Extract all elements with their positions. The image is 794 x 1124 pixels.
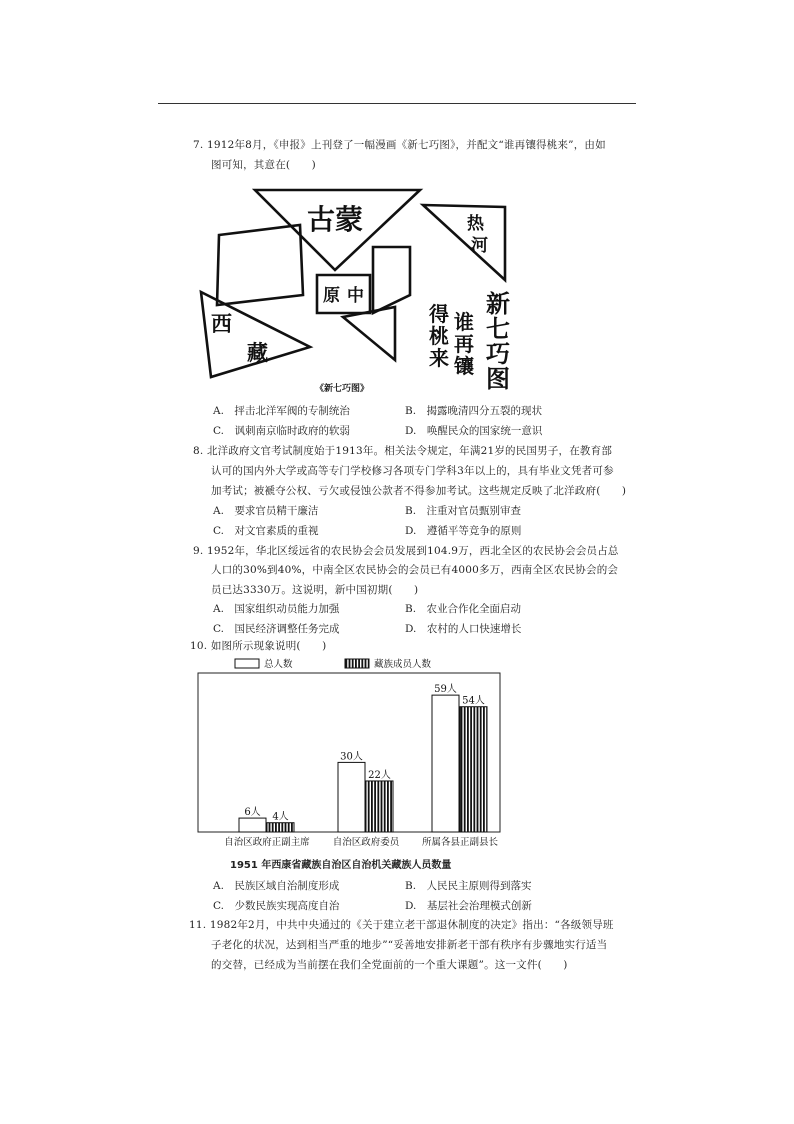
label-zang: 藏 (247, 340, 268, 365)
x-tick-label-3: 所属各县正副县长 (421, 837, 499, 848)
verse-col2-char-2: 桃 (429, 324, 449, 348)
q11-stem-line2: 子老化的状况，达到相当严重的地步”“妥善地安排新老干部有秩序有步骤地实行适当 (211, 939, 608, 951)
q8-option-a[interactable]: A. 要求官员精干廉洁 (213, 505, 319, 517)
q9-stem-line1: 9. 1952年，华北区绥远省的农民协会会员发展到104.9万，西北全区的农民协会会员占总 (193, 545, 619, 557)
q7-option-a[interactable]: A. 抨击北洋军阀的专制统治 (213, 405, 350, 417)
label-xi: 西 (211, 311, 232, 336)
q8-stem-line2: 认可的国内外大学或高等专门学校修习各项专门学科3年以上的，具有毕业文凭者可参 (211, 465, 614, 477)
q9-option-a[interactable]: A. 国家组织动员能力加强 (213, 603, 340, 615)
header-rule (158, 103, 636, 104)
label-rehe-1: 热 (467, 214, 484, 234)
q10-option-d[interactable]: D. 基层社会治理模式创新 (405, 900, 532, 912)
bar-label-total-1: 6人 (244, 807, 261, 819)
chart-legend (235, 658, 432, 670)
bar-label-tibetan-2: 22人 (368, 769, 391, 781)
bar-label-tibetan-1: 4人 (272, 811, 289, 823)
q8-option-b[interactable]: B. 注重对官员甄别审查 (405, 505, 522, 517)
tangram-small-triangle (343, 307, 395, 360)
q9-option-c[interactable]: C. 国民经济调整任务完成 (213, 623, 340, 635)
bar-tibetan-1 (267, 823, 294, 832)
q9-stem-line3: 员已达3330万。这说明，新中国初期( ) (211, 584, 419, 596)
bar-tibetan-2 (366, 781, 393, 832)
q10-option-c[interactable]: C. 少数民族实现高度自治 (213, 900, 340, 912)
q9-stem-line2: 人口的30%到40%，中南全区农民协会的会员已有4000多万，西南全区农民协会的会 (211, 564, 619, 576)
q10-option-a[interactable]: A. 民族区域自治制度形成 (213, 880, 340, 892)
title-char-3: 巧 (486, 339, 510, 368)
bar-label-total-2: 30人 (340, 751, 363, 763)
q11-stem-line3: 的交替，已经成为当前摆在我们全党面前的一个重大课题”。这一文件( ) (211, 959, 568, 971)
q8-option-c[interactable]: C. 对文官素质的重视 (213, 525, 319, 537)
bar-tibetan-3 (460, 707, 487, 832)
q8-stem-line3: 加考试；被褫夺公权、亏欠或侵蚀公款者不得参加考试。这些规定反映了北洋政府( ) (211, 485, 627, 497)
title-char-1: 新 (486, 289, 510, 318)
bar-total-2 (338, 762, 365, 832)
q7-option-c[interactable]: C. 讽刺南京临时政府的软弱 (213, 425, 350, 437)
verse-col1-char-1: 谁 (454, 310, 474, 334)
legend-swatch-2 (345, 659, 369, 668)
q11-stem-line1: 11. 1982年2月，中共中央通过的《关于建立老干部退休制度的决定》指出：“各级领导班 (189, 919, 614, 931)
legend-swatch-1 (235, 659, 259, 668)
q7-cartoon (195, 185, 540, 400)
chart-bars (239, 682, 487, 832)
chart-x-labels (224, 836, 498, 848)
x-tick-label-1: 自治区政府正副主席 (224, 837, 310, 848)
label-yuan: 原 (323, 286, 340, 306)
verse-col1-char-2: 再 (454, 332, 474, 356)
q7-option-d[interactable]: D. 唤醒民众的国家统一意识 (405, 425, 543, 437)
legend-label-2: 藏族成员人数 (374, 659, 432, 670)
verse-col2-char-3: 来 (429, 346, 449, 370)
tangram-right-trapezoid (373, 247, 410, 313)
tangram-parallelogram-left (217, 225, 303, 305)
label-mongolia: 古蒙 (307, 203, 364, 236)
q9-option-b[interactable]: B. 农业合作化全面启动 (405, 603, 522, 615)
q8-stem-line1: 8. 北洋政府文官考试制度始于1913年。相关法令规定，年满21岁的民国男子，在教育部 (193, 445, 613, 457)
q8-option-d[interactable]: D. 遵循平等竞争的原则 (405, 525, 522, 537)
tangram-rehe-triangle (423, 205, 505, 280)
q7-stem-line2: 图可知，其意在( ) (211, 159, 316, 171)
bar-total-1 (239, 818, 266, 832)
q7-cartoon-caption: 《新七巧图》 (315, 384, 370, 394)
bar-total-3 (432, 695, 459, 832)
verse-col2-char-1: 得 (429, 302, 449, 326)
title-char-4: 图 (486, 364, 510, 393)
x-tick-label-2: 自治区政府委员 (332, 837, 400, 848)
label-rehe-2: 河 (471, 236, 488, 256)
bar-label-tibetan-3: 54人 (462, 695, 485, 707)
label-zhong: 中 (347, 286, 364, 306)
q10-bar-chart (195, 655, 515, 851)
q9-option-d[interactable]: D. 农村的人口快速增长 (405, 623, 522, 635)
q7-option-b[interactable]: B. 揭露晚清四分五裂的现状 (405, 405, 543, 417)
q10-stem: 10. 如图所示现象说明( ) (190, 640, 327, 652)
title-char-2: 七 (486, 314, 510, 343)
q7-stem-line1: 7. 1912年8月，《申报》上刊登了一幅漫画《新七巧图》，并配文“谁再镶得桃来”，由如 (193, 139, 606, 151)
q10-chart-title: 1951 年西康省藏族自治区自治机关藏族人员数量 (230, 860, 452, 871)
legend-label-1: 总人数 (264, 659, 293, 670)
bar-label-total-3: 59人 (434, 684, 457, 696)
verse-col1-char-3: 镶 (454, 354, 474, 378)
q10-option-b[interactable]: B. 人民民主原则得到落实 (405, 880, 532, 892)
